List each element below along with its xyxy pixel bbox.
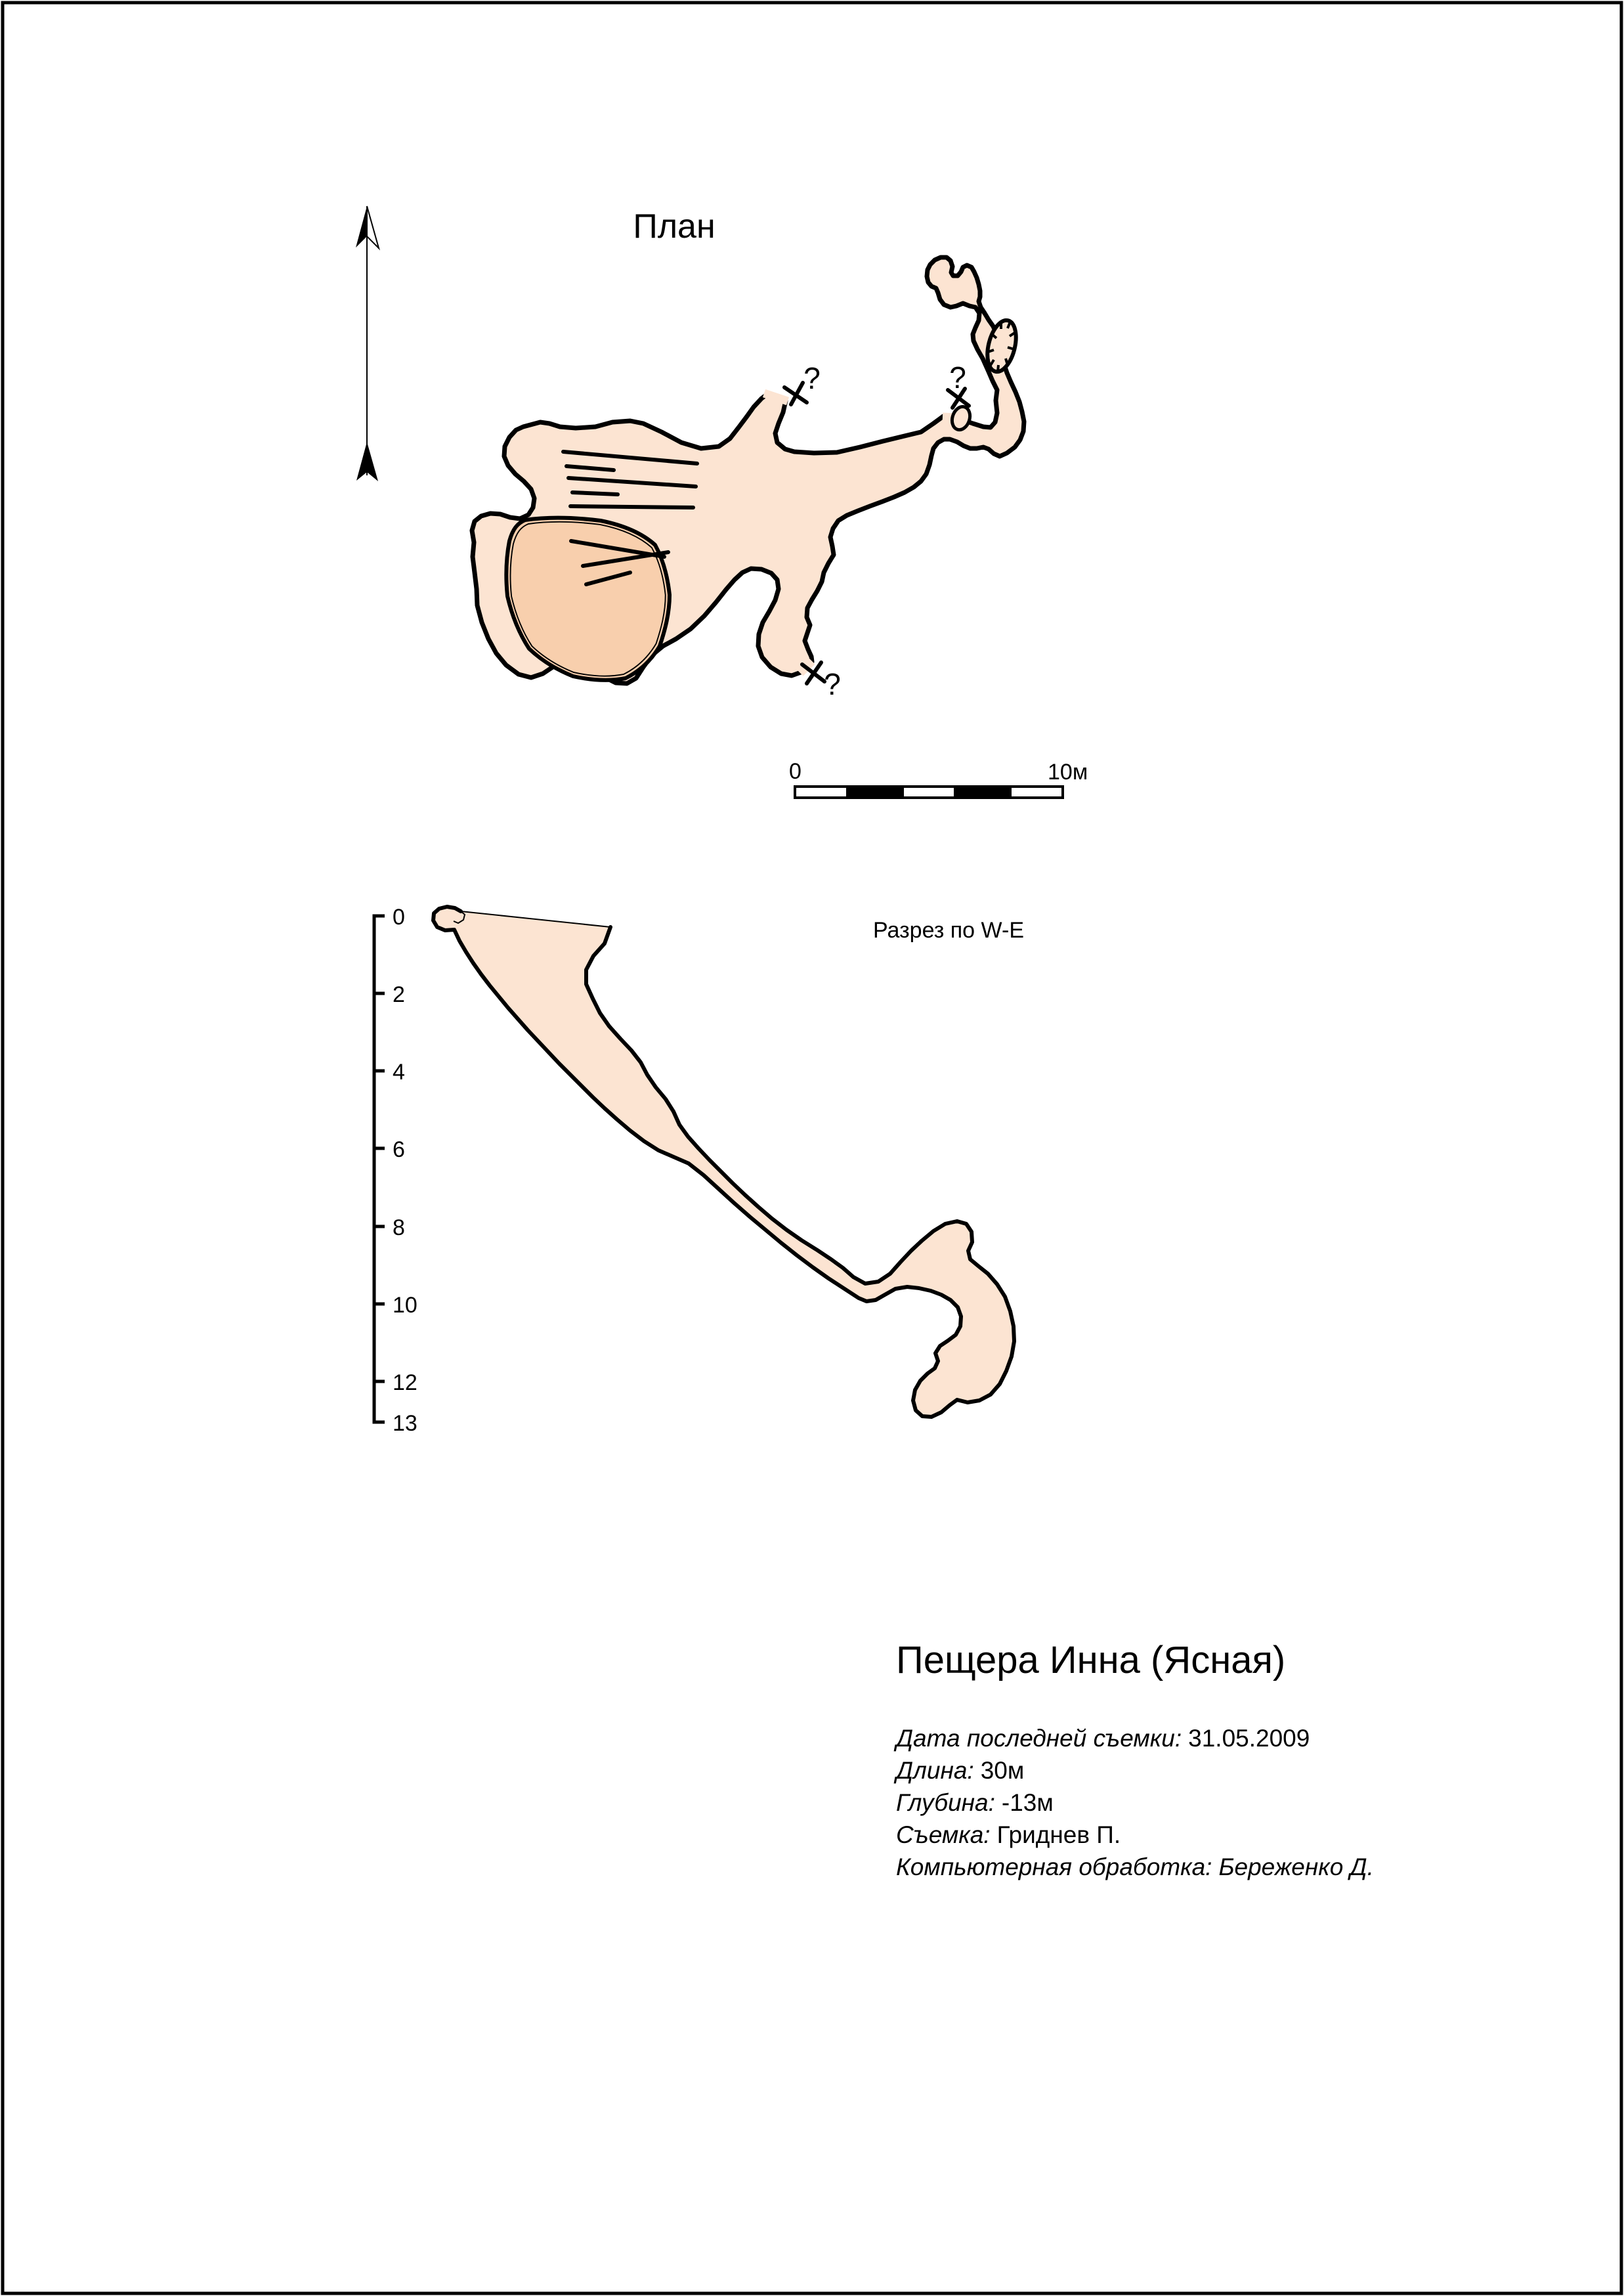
field-computer-processing <box>896 1853 1374 1880</box>
question-mark: ? <box>949 360 966 395</box>
field-length <box>893 1757 1024 1784</box>
section-fill <box>433 907 1014 1417</box>
north-arrow <box>356 206 379 481</box>
hatch-line <box>572 492 618 494</box>
field-label: Длина: <box>896 1757 974 1784</box>
field-value: Береженко Д. <box>1218 1853 1374 1880</box>
field-value: 30м <box>980 1757 1025 1784</box>
depth-label: 0 <box>393 905 405 930</box>
question-mark: ? <box>803 361 821 395</box>
title-block <box>893 1639 1374 1880</box>
field-label: Съемка: <box>896 1821 991 1848</box>
depth-label: 10 <box>393 1293 417 1318</box>
field-depth <box>896 1789 1054 1816</box>
scale-bar <box>789 759 1088 798</box>
depth-label: 13 <box>393 1411 417 1436</box>
scale-bar-start-label: 0 <box>789 759 801 784</box>
field-surveyor <box>896 1821 1121 1848</box>
field-value: -13м <box>1001 1789 1054 1816</box>
field-label: Дата последней съемки: <box>896 1725 1182 1752</box>
depth-label: 2 <box>393 982 405 1007</box>
cave-name-title: Пещера Инна (Ясная) <box>896 1639 1286 1681</box>
scale-bar-segment <box>904 788 954 796</box>
depth-label: 4 <box>393 1060 405 1085</box>
field-label: Глубина: <box>896 1789 995 1816</box>
field-value: 31.05.2009 <box>1188 1725 1310 1752</box>
depth-label: 12 <box>393 1370 417 1395</box>
scale-bar-end-label: 10м <box>1048 760 1088 785</box>
depth-label: 6 <box>393 1137 405 1162</box>
field-label: Компьютерная обработка: <box>896 1853 1212 1880</box>
north-arrow-head-right <box>367 206 379 248</box>
pit-tick <box>988 350 994 352</box>
question-mark: ? <box>824 667 841 701</box>
plan-view <box>472 207 1024 701</box>
section-title: Разрез по W-E <box>873 918 1025 943</box>
plan-title: План <box>633 207 716 246</box>
field-value: Гриднев П. <box>996 1821 1121 1848</box>
field-survey-date <box>893 1725 1310 1752</box>
north-arrow-head-left <box>356 206 367 248</box>
scale-bar-segment <box>796 788 846 796</box>
depth-scale <box>374 905 417 1436</box>
page-border <box>3 3 1621 2293</box>
cross-section <box>374 905 1024 1436</box>
depth-label: 8 <box>393 1215 405 1240</box>
hatch-line <box>570 506 693 508</box>
scale-bar-segment <box>1012 788 1061 796</box>
